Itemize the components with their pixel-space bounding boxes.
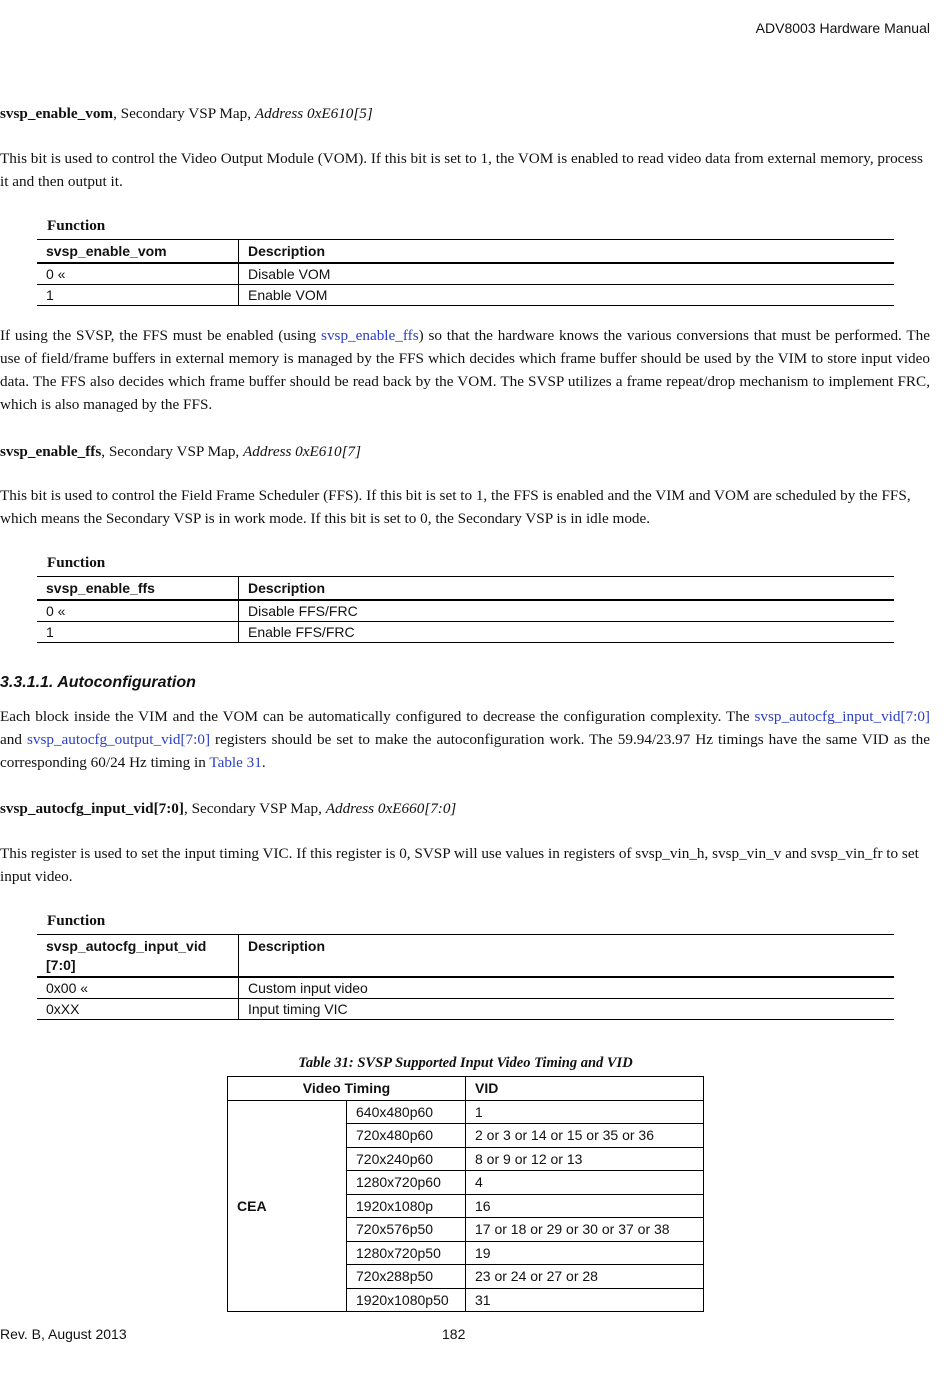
timing-cell: 1920x1080p bbox=[347, 1194, 466, 1218]
document-title: ADV8003 Hardware Manual bbox=[755, 20, 930, 36]
column-header bbox=[37, 935, 239, 978]
autoconfig-paragraph bbox=[0, 705, 930, 774]
function-table-enable-ffs bbox=[37, 576, 894, 643]
register-map: , Secondary VSP Map, bbox=[101, 443, 244, 460]
table-cell: 1 bbox=[37, 622, 239, 643]
table-31-link[interactable]: Table 31 bbox=[209, 754, 262, 771]
table-row bbox=[37, 600, 894, 622]
table-cell: 0 « bbox=[37, 600, 239, 622]
table-row bbox=[37, 999, 894, 1020]
register-name: svsp_enable_ffs bbox=[0, 443, 102, 460]
ffs-paragraph bbox=[0, 324, 930, 416]
column-header: VID bbox=[466, 1077, 704, 1101]
column-header: Video Timing bbox=[228, 1077, 466, 1101]
register-description-enable-vom: This bit is used to control the Video Output Module (VOM). If this bit is set to 1, the VOM is enabled to read video data from external memory, process it and then output it. bbox=[0, 150, 923, 190]
table-cell: 0xXX bbox=[37, 999, 239, 1020]
register-address: Address 0xE610[5] bbox=[254, 105, 373, 122]
register-map: , Secondary VSP Map, bbox=[113, 105, 255, 122]
column-header: Description bbox=[239, 577, 895, 601]
table-cell: Enable VOM bbox=[239, 285, 895, 306]
section-heading: 3.3.1.1. Autoconfiguration bbox=[0, 674, 196, 691]
timing-cell: 720x288p50 bbox=[347, 1265, 466, 1289]
vid-cell: 23 or 24 or 27 or 28 bbox=[466, 1265, 704, 1289]
paragraph-text: . bbox=[261, 754, 266, 771]
function-table-title: Function bbox=[47, 217, 106, 234]
group-cell: CEA bbox=[228, 1100, 347, 1312]
svsp-enable-ffs-link[interactable]: svsp_enable_ffs bbox=[321, 327, 419, 344]
timing-cell: 640x480p60 bbox=[347, 1100, 466, 1124]
vid-cell: 16 bbox=[466, 1194, 704, 1218]
timing-cell: 1280x720p50 bbox=[347, 1241, 466, 1265]
paragraph-text: and bbox=[0, 731, 27, 748]
column-header: Description bbox=[239, 935, 895, 978]
table-cell: 1 bbox=[37, 285, 239, 306]
table-cell: 0x00 « bbox=[37, 977, 239, 999]
table-cell: Disable FFS/FRC bbox=[239, 600, 895, 622]
vid-cell: 31 bbox=[466, 1288, 704, 1312]
paragraph-text: ) so that the hardware knows the various conversions that must be performed. The use of field/frame buffers in external memory is managed by the FFS which decides which frame buffer should be used by the VIM to store input video data. The FFS also decides which frame buffer should be read back by the VOM. The SVSP utilizes a frame repeat/drop mechanism to implement FRC, which is also managed by the FFS. bbox=[0, 327, 930, 413]
register-heading-enable-ffs bbox=[0, 440, 930, 463]
register-name: svsp_enable_vom bbox=[0, 105, 114, 122]
table-header-row bbox=[37, 240, 894, 264]
vid-cell: 19 bbox=[466, 1241, 704, 1265]
register-map: , Secondary VSP Map, bbox=[183, 800, 326, 817]
column-header: svsp_enable_ffs bbox=[37, 577, 239, 601]
table-cell: Input timing VIC bbox=[239, 999, 895, 1020]
vid-cell: 8 or 9 or 12 or 13 bbox=[466, 1147, 704, 1171]
page-number: 182 bbox=[442, 1326, 466, 1342]
table-row bbox=[37, 285, 894, 306]
register-description-autocfg-input-vid: This register is used to set the input timing VIC. If this register is 0, SVSP will use values in registers of svsp_vin_h, svsp_vin_v and svsp_vin_fr to set input video. bbox=[0, 845, 919, 885]
paragraph-text: If using the SVSP, the FFS must be enabled (using bbox=[0, 327, 322, 344]
timing-cell: 1920x1080p50 bbox=[347, 1288, 466, 1312]
paragraph-text: registers should be set to make the autoconfiguration work. The 59.94/23.97 Hz timings have the same VID as the corresponding 60/24 Hz timing in bbox=[0, 731, 930, 771]
vid-cell: 17 or 18 or 29 or 30 or 37 or 38 bbox=[466, 1218, 704, 1242]
autocfg-output-vid-link[interactable]: svsp_autocfg_output_vid[7:0] bbox=[26, 731, 211, 748]
table-cell: Disable VOM bbox=[239, 263, 895, 285]
timing-cell: 720x576p50 bbox=[347, 1218, 466, 1242]
table-cell: Enable FFS/FRC bbox=[239, 622, 895, 643]
function-table-title: Function bbox=[47, 912, 106, 929]
register-description-enable-ffs: This bit is used to control the Field Frame Scheduler (FFS). If this bit is set to 1, the FFS is enabled and the VIM and VOM are scheduled by the FFS, which means the Secondary VSP is in work mode. If this bit is set to 0, the Secondary VSP is in idle mode. bbox=[0, 487, 911, 527]
table-caption: Table 31: SVSP Supported Input Video Timing and VID bbox=[298, 1055, 633, 1071]
column-header-line: svsp_autocfg_input_vid bbox=[46, 938, 207, 954]
table-header-row bbox=[37, 935, 894, 978]
timing-cell: 720x480p60 bbox=[347, 1124, 466, 1148]
autocfg-input-vid-link[interactable]: svsp_autocfg_input_vid[7:0] bbox=[754, 708, 930, 725]
function-table-enable-vom bbox=[37, 239, 894, 306]
vid-cell: 1 bbox=[466, 1100, 704, 1124]
function-table-autocfg-input-vid bbox=[37, 934, 894, 1020]
table-row bbox=[37, 977, 894, 999]
register-heading-autocfg-input-vid bbox=[0, 797, 930, 820]
register-name: svsp_autocfg_input_vid[7:0] bbox=[0, 800, 184, 817]
table-row bbox=[37, 263, 894, 285]
register-heading-enable-vom bbox=[0, 102, 930, 125]
column-header-line: [7:0] bbox=[46, 957, 76, 973]
revision-label: Rev. B, August 2013 bbox=[0, 1326, 127, 1342]
vid-cell: 4 bbox=[466, 1171, 704, 1195]
register-address: Address 0xE660[7:0] bbox=[325, 800, 457, 817]
register-address: Address 0xE610[7] bbox=[243, 443, 361, 460]
timing-cell: 1280x720p60 bbox=[347, 1171, 466, 1195]
column-header: svsp_enable_vom bbox=[37, 240, 239, 264]
video-timing-table bbox=[227, 1076, 704, 1312]
table-header-row bbox=[37, 577, 894, 601]
column-header: Description bbox=[239, 240, 895, 264]
table-cell: 0 « bbox=[37, 263, 239, 285]
table-row bbox=[228, 1100, 704, 1124]
table-header-row bbox=[228, 1077, 704, 1101]
table-row bbox=[37, 622, 894, 643]
table-cell: Custom input video bbox=[239, 977, 895, 999]
function-table-title: Function bbox=[47, 554, 106, 571]
paragraph-text: Each block inside the VIM and the VOM can be automatically configured to decrease the configuration complexity. The bbox=[0, 708, 755, 725]
vid-cell: 2 or 3 or 14 or 15 or 35 or 36 bbox=[466, 1124, 704, 1148]
timing-cell: 720x240p60 bbox=[347, 1147, 466, 1171]
